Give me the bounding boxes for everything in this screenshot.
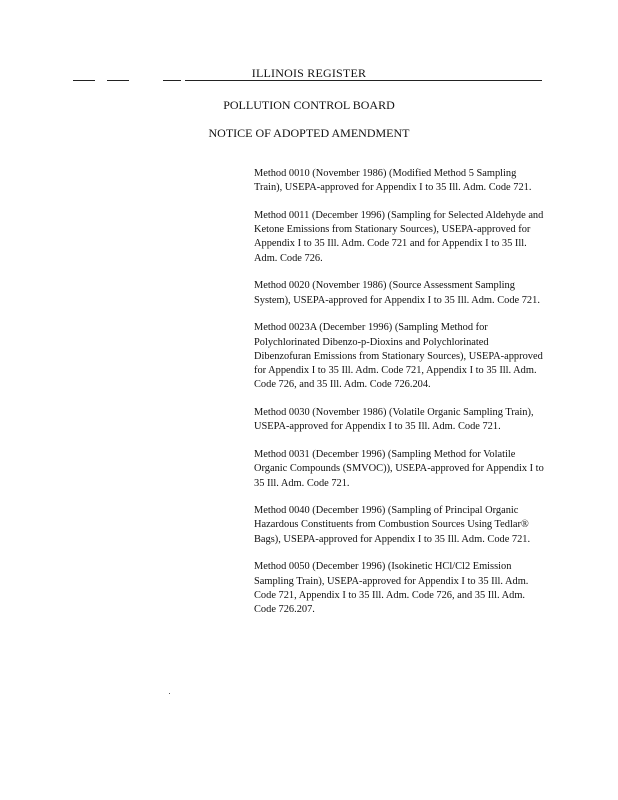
method-entry: Method 0020 (November 1986) (Source Assessment Sampling System), USEPA-approved for Appendix I to 35 Ill. Adm. Code 721. <box>254 280 540 306</box>
register-title: ILLINOIS REGISTER <box>251 66 367 80</box>
method-entry: Method 0040 (December 1996) (Sampling of Principal Organic Hazardous Constituents from Combustion Sources Using Tedlar® Bags), USEPA-approved for Appendix I to 35 Ill. Adm. Code 721. <box>254 505 531 545</box>
board-name: POLLUTION CONTROL BOARD <box>223 98 395 112</box>
method-entry: Method 0023A (December 1996) (Sampling Method for Polychlorinated Dibenzo-p-Dioxins and Polychlorinated Dibenzofuran Emissions from Stationary Sources), USEPA-approved for Appendix I to 35 Ill. Adm. Code 721, Appendix I to 35 Ill. Adm. Code 726, and 35 Ill. Adm. Code 726.204. <box>254 322 543 391</box>
header-rule <box>185 80 542 81</box>
method-list <box>254 167 546 631</box>
method-entry: Method 0010 (November 1986) (Modified Method 5 Sampling Train), USEPA-approved for Appendix I to 35 Ill. Adm. Code 721. <box>254 168 532 194</box>
method-entry: Method 0031 (December 1996) (Sampling Method for Volatile Organic Compounds (SMVOC)), USEPA-approved for Appendix I to 35 Ill. Adm. Code 721. <box>254 448 544 489</box>
method-entry: Method 0011 (December 1996) (Sampling for Selected Aldehyde and Ketone Emissions from Stationary Sources), USEPA-approved for Appendix I to 35 Ill. Adm. Code 721 and for Appendix I to 35 Ill. Adm. Code 726. <box>254 209 544 264</box>
notice-title: NOTICE OF ADOPTED AMENDMENT <box>208 126 410 140</box>
scan-speck <box>169 693 170 694</box>
method-entry: Method 0050 (December 1996) (Isokinetic HCl/Cl2 Emission Sampling Train), USEPA-approved for Appendix I to 35 Ill. Adm. Code 721, Appendix I to 35 Ill. Adm. Code 726, and 35 Ill. Adm. Code 726.207. <box>254 561 529 616</box>
method-entry: Method 0030 (November 1986) (Volatile Organic Sampling Train), USEPA-approved for Appendix I to 35 Ill. Adm. Code 721. <box>254 407 534 433</box>
